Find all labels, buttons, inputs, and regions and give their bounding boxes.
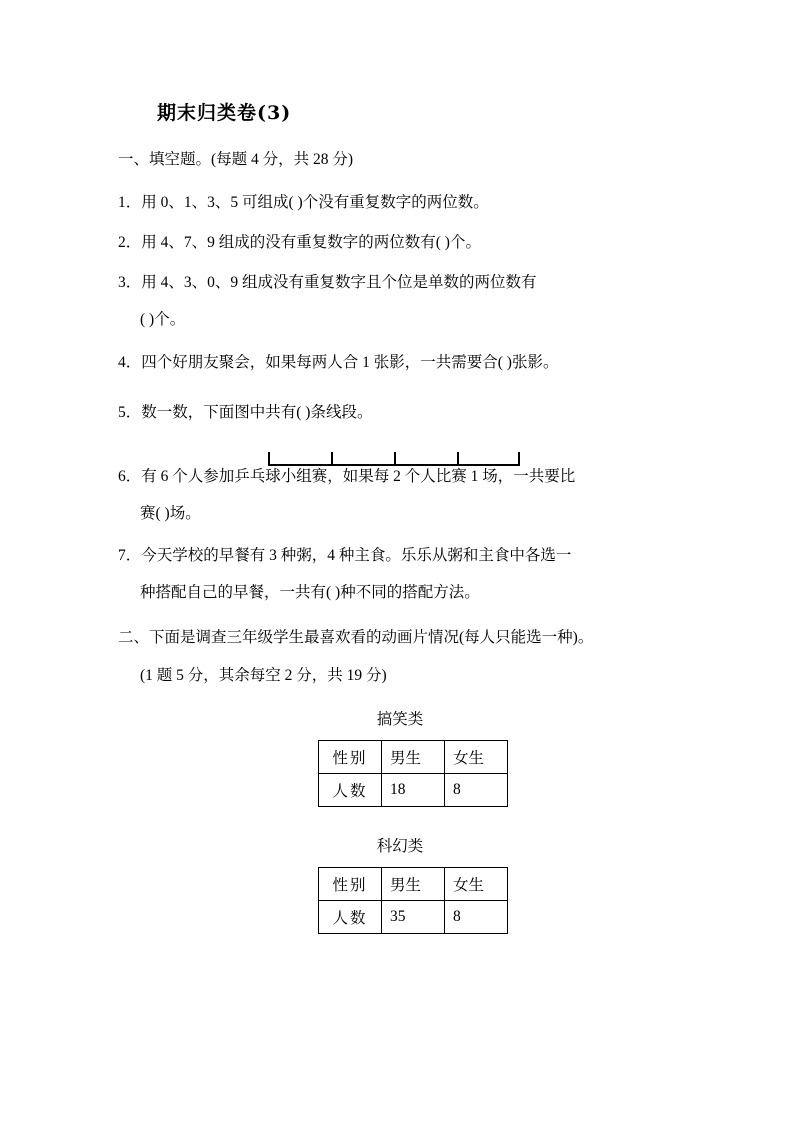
table-row [319,774,508,807]
question-7-line-1: 7．今天学校的早餐有 3 种粥，4 种主食。乐乐从粥和主食中各选一 [118,547,572,564]
section-heading-1: 一、填空题。(每题 4 分，共 28 分) [118,151,354,168]
section-subheading-2: (1 题 5 分，其余每空 2 分，共 19 分) [140,667,387,684]
cell-female-header: 女生 [445,741,508,774]
table-row [319,741,508,774]
question-3-line-2: ( )个。 [140,311,186,328]
page-title: 期末归类卷(3) [157,102,292,124]
table-row [319,868,508,901]
table-funny [318,740,508,807]
cell-male-header: 男生 [382,868,445,901]
question-6-line-2: 赛( )场。 [140,505,201,522]
cell-gender-label: 性别 [319,741,382,774]
table-caption-scifi: 科幻类 [376,838,424,855]
table-caption-funny: 搞笑类 [376,711,424,728]
question-7-line-2: 种搭配自己的早餐，一共有( )种不同的搭配方法。 [140,584,480,601]
cell-female-count: 8 [445,774,508,807]
table-row [319,901,508,934]
question-2: 2．用 4、7、9 组成的没有重复数字的两位数有( )个。 [118,234,481,251]
cell-female-count: 8 [445,901,508,934]
cell-gender-label: 性别 [319,868,382,901]
cell-male-header: 男生 [382,741,445,774]
question-1: 1．用 0、1、3、5 可组成( )个没有重复数字的两位数。 [118,194,489,211]
cell-count-label: 人数 [319,774,382,807]
table-scifi [318,867,508,934]
section-heading-2: 二、下面是调查三年级学生最喜欢看的动画片情况(每人只能选一种)。 [118,629,594,646]
question-4: 4．四个好朋友聚会，如果每两人合 1 张影，一共需要合( )张影。 [118,354,559,371]
cell-count-label: 人数 [319,901,382,934]
question-6-line-1: 6．有 6 个人参加乒乓球小组赛，如果每 2 个人比赛 1 场，一共要比 [118,468,576,485]
cell-male-count: 18 [382,774,445,807]
cell-male-count: 35 [382,901,445,934]
question-3-line-1: 3．用 4、3、0、9 组成没有重复数字且个位是单数的两位数有 [118,274,537,291]
cell-female-header: 女生 [445,868,508,901]
question-5: 5．数一数，下面图中共有( )条线段。 [118,404,373,421]
